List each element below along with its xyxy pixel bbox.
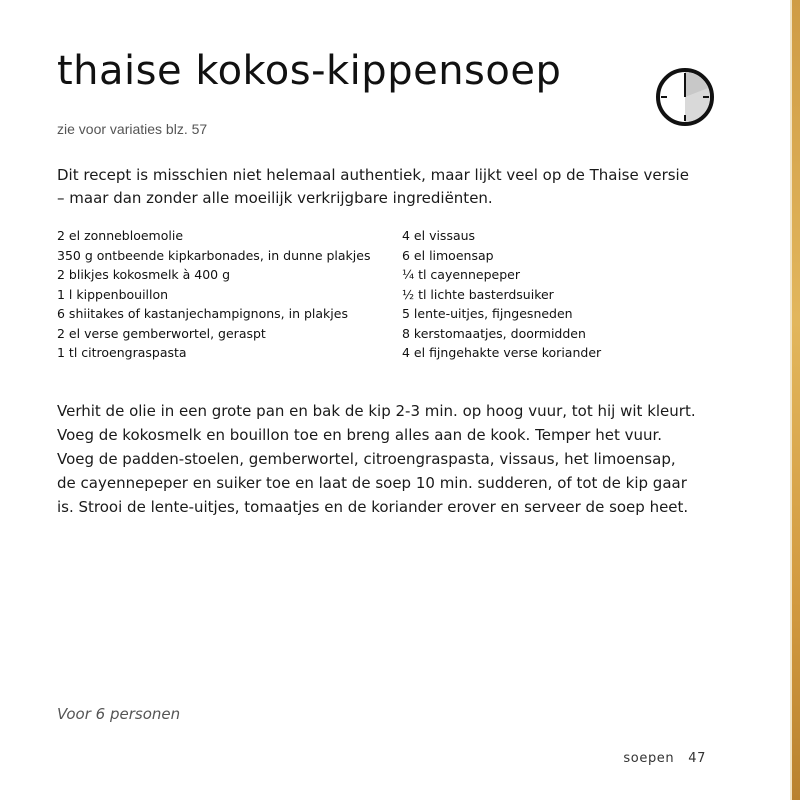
ingredient-item: 4 el vissaus [402,228,476,243]
ingredient-item: 350 g ontbeende kipkarbonades, in dunne plakjes [57,247,371,263]
ingredient-item: 1 l kippenbouillon [57,286,169,302]
ingredient-column-right [402,226,672,363]
page-number: 47 [688,751,706,766]
ingredient-list [57,226,677,363]
ingredient-item: 2 el zonnebloemolie [57,228,184,243]
ingredient-item: 6 el limoensap [402,247,494,263]
ingredient-item: ½ tl lichte basterdsuiker [402,286,554,302]
ingredient-item: 2 blikjes kokosmelk à 400 g [57,267,231,282]
ingredient-item: 2 el verse gemberwortel, geraspt [57,325,266,341]
ingredient-item: 1 tl citroengraspasta [57,345,187,360]
variations-reference: zie voor variaties blz. 57 [57,121,208,137]
ingredient-item: ¼ tl cayennepeper [402,267,520,282]
ingredient-item: 6 shiitakes of kastanjechampignons, in plakjes [57,306,348,321]
clock-timer-icon [655,67,715,127]
ingredient-item: 8 kerstomaatjes, doormidden [402,325,586,341]
adjacent-page-edge [790,0,800,800]
ingredient-item: 4 el fijngehakte verse koriander [402,345,602,360]
ingredient-column-left [57,226,402,363]
recipe-method: Verhit de olie in een grote pan en bak de kip 2-3 min. op hoog vuur, tot hij wit kleurt. Voeg de kokosmelk en bouillon toe en breng alles aan de kook. Temper het vuur. Voeg de padden-stoelen, gemberwortel, citroengraspasta, vissaus, het limoensap, de cayennepeper en suiker toe en laat de soep 10 min. sudderen, of tot de kip gaar is. Strooi de lente-uitjes, tomaatjes en de koriander erover en serveer de soep heet. [57,402,696,516]
page-footer [623,751,706,766]
ingredient-item: 5 lente-uitjes, fijngesneden [402,306,573,321]
servings-note: Voor 6 personen [57,705,181,723]
recipe-intro: Dit recept is misschien niet helemaal authentiek, maar lijkt veel op de Thaise versie – maar dan zonder alle moeilijk verkrijgbare ingrediënten. [57,166,689,207]
recipe-title: thaise kokos-kippensoep [57,48,562,94]
section-name: soepen [623,751,675,766]
